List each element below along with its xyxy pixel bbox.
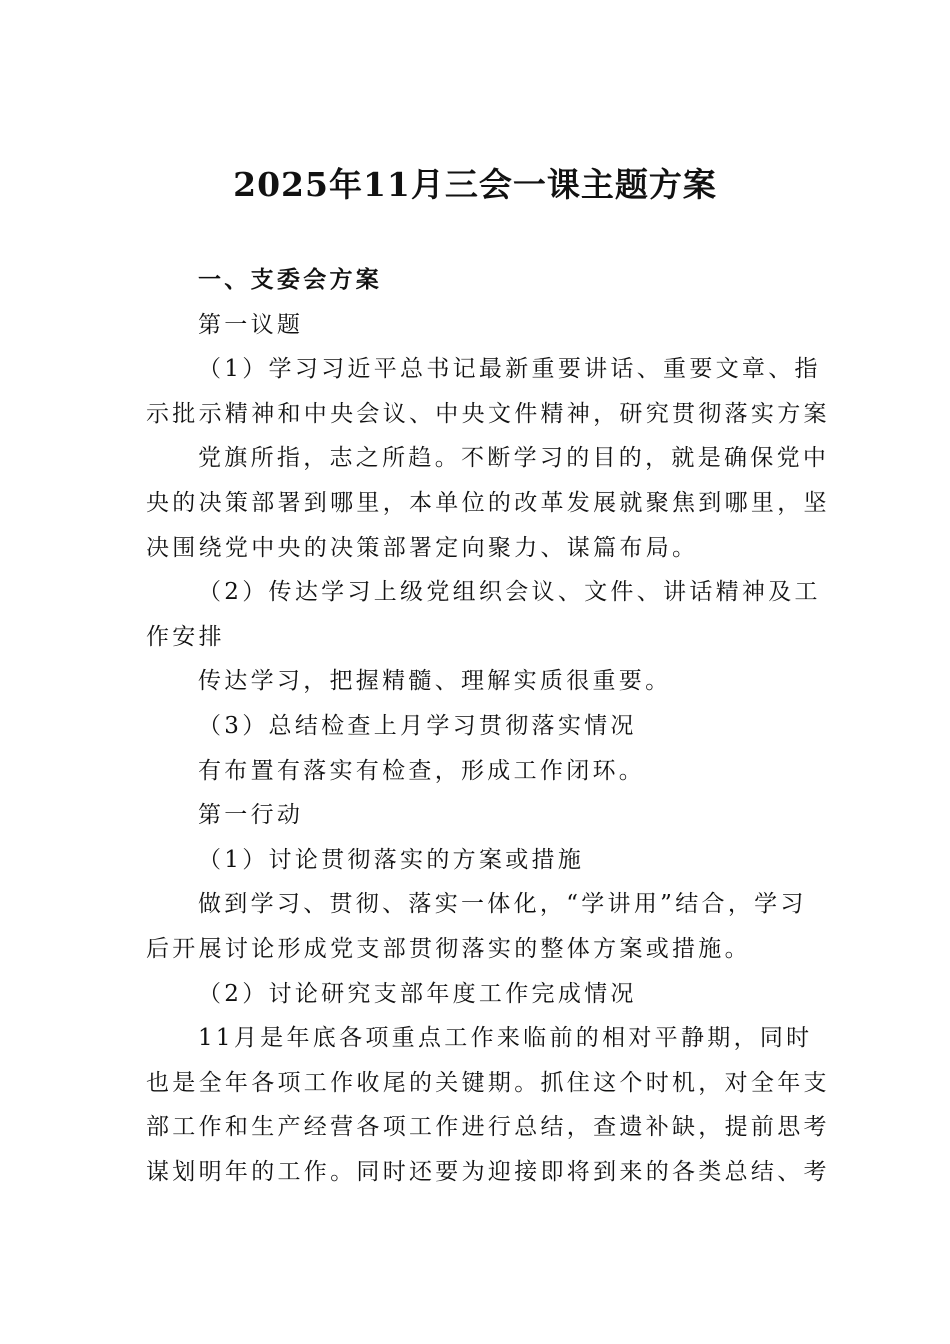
text-line: （2）传达学习上级党组织会议、文件、讲话精神及工 [198, 579, 821, 606]
text-line: （1）学习习近平总书记最新重要讲话、重要文章、指 [198, 356, 821, 383]
text-line: （3）总结检查上月学习贯彻落实情况 [198, 712, 637, 739]
text-line: 11月是年底各项重点工作来临前的相对平静期，同时 [198, 1025, 813, 1052]
text-line: 第一行动 [198, 802, 304, 829]
document-title: 2025年11月三会一课主题方案 [233, 165, 717, 204]
text-line: 传达学习，把握精髓、理解实质很重要。 [198, 668, 672, 695]
text-line: 也是全年各项工作收尾的关键期。抓住这个时机，对全年支 [146, 1069, 830, 1096]
text-line: 部工作和生产经营各项工作进行总结，查遗补缺，提前思考 [146, 1114, 830, 1141]
text-line: 后开展讨论形成党支部贯彻落实的整体方案或措施。 [146, 935, 751, 962]
text-line: 党旗所指，志之所趋。不断学习的目的，就是确保党中 [198, 445, 830, 472]
text-line: （1）讨论贯彻落实的方案或措施 [198, 846, 585, 873]
document-body [146, 258, 830, 1194]
text-line: 做到学习、贯彻、落实一体化，“学讲用”结合，学习 [198, 891, 807, 918]
text-line: 有布置有落实有检查，形成工作闭环。 [198, 757, 646, 784]
text-line: 谋划明年的工作。同时还要为迎接即将到来的各类总结、考 [146, 1158, 830, 1185]
text-line: 示批示精神和中央会议、中央文件精神，研究贯彻落实方案 [146, 400, 830, 427]
text-line: 作安排 [146, 623, 225, 650]
text-line: 第一议题 [198, 311, 304, 338]
text-line: 央的决策部署到哪里，本单位的改革发展就聚焦到哪里，坚 [146, 489, 830, 516]
text-line: 决围绕党中央的决策部署定向聚力、谋篇布局。 [146, 534, 699, 561]
section-heading: 一、支委会方案 [198, 267, 383, 293]
text-line: （2）讨论研究支部年度工作完成情况 [198, 980, 637, 1007]
